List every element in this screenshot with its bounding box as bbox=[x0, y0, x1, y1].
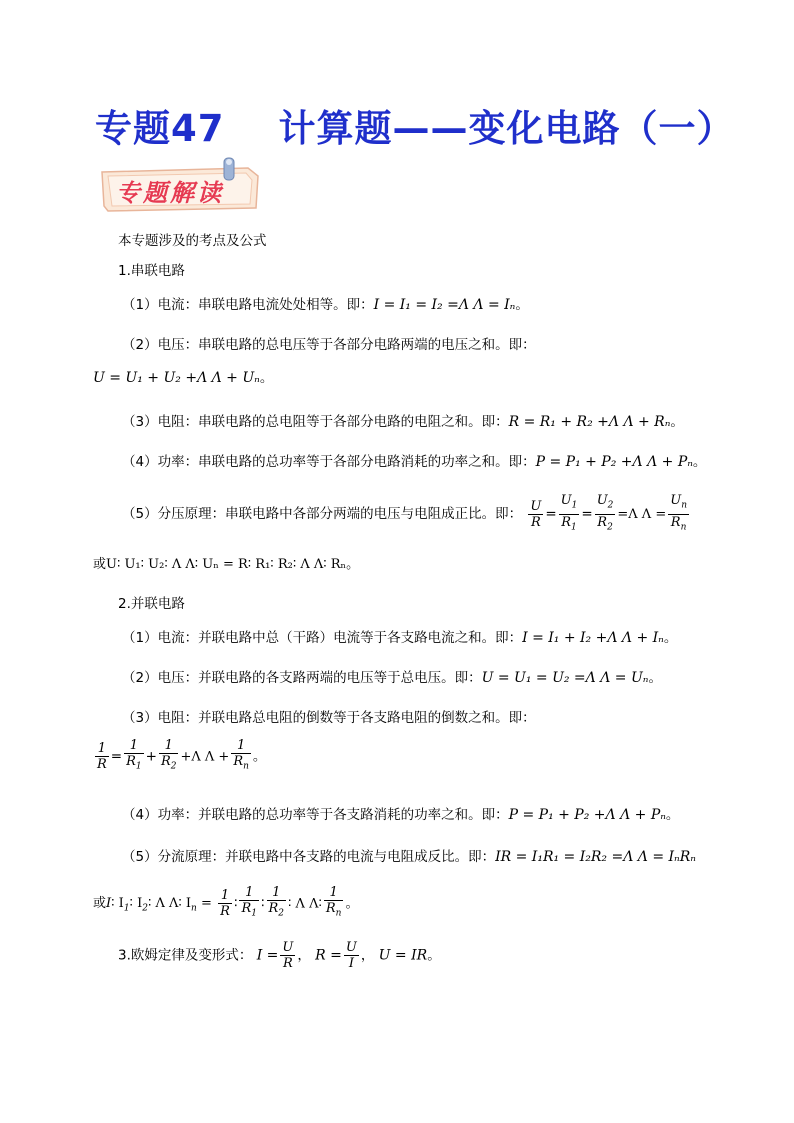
series-resistance: （3）电阻：串联电路的总电阻等于各部分电路的电阻之和。即：R = R₁ + R₂ +Λ Λ + Rₙ。 bbox=[122, 414, 684, 430]
formula: I = I₁ = I₂ =Λ Λ = Iₙ bbox=[373, 297, 516, 313]
series-voltage-formula: U = U₁ + U₂ +Λ Λ + Uₙ。 bbox=[93, 370, 274, 386]
parallel-divide-ratio: 或I∶ $I_1∶$ $I_2∶$ Λ Λ∶ $I_n$ = $\frac{1}{R}$ ∶ $\frac{1}{R_1}$ ∶ $\frac{1}{R_2}$ ∶ Λ Λ∶ $\frac{1}{R_n}$ 。 bbox=[93, 885, 359, 919]
page-title: 专题47 计算题——变化电路（一） bbox=[95, 107, 735, 150]
series-divide: （5）分压原理：串联电路中各部分两端的电压与电阻成正比。即： $\frac{U}{R}$ = $\frac{U_1}{R_1}$ = $\frac{U_2}{R_2}$ =Λ Λ = $\frac{U_n}{R_n}$ bbox=[122, 493, 691, 535]
fraction: $\frac{U_n}{R_n}$ bbox=[670, 493, 687, 533]
banner-label: 专题解读 bbox=[116, 179, 224, 207]
parallel-resistance-formula: $\frac{1}{R}$ = $\frac{1}{R_1}$ + $\frac{1}{R_2}$ +Λ Λ + $\frac{1}{R_n}$ 。 bbox=[97, 738, 267, 772]
fraction: $\frac{U}{R}$ bbox=[530, 498, 542, 530]
parallel-heading: 2.并联电路 bbox=[118, 596, 185, 612]
ohm-law: 3.欧姆定律及变形式： I = $\frac{U}{R}$ ， R = $\frac{U}{I}$ ， U = IR。 bbox=[118, 940, 441, 971]
parallel-current: （1）电流：并联电路中总（干路）电流等于各支路电流之和。即：I = I₁ + I₂ +Λ Λ + Iₙ。 bbox=[122, 630, 678, 646]
parallel-voltage: （2）电压：并联电路的各支路两端的电压等于总电压。即：U = U₁ = U₂ =Λ Λ = Uₙ。 bbox=[122, 670, 662, 686]
parallel-power: （4）功率：并联电路的总功率等于各支路消耗的功率之和。即：P = P₁ + P₂ +Λ Λ + Pₙ。 bbox=[122, 807, 680, 823]
series-divide-ratio: 或U∶ U₁∶ U₂∶ Λ Λ∶ Uₙ = R∶ R₁∶ R₂∶ Λ Λ∶ Rₙ。 bbox=[93, 557, 360, 572]
series-voltage: （2）电压：串联电路的总电压等于各部分电路两端的电压之和。即： bbox=[122, 337, 536, 353]
series-power: （4）功率：串联电路的总功率等于各部分电路消耗的功率之和。即：P = P₁ + P₂ +Λ Λ + Pₙ。 bbox=[122, 454, 707, 470]
intro-text: 本专题涉及的考点及公式 bbox=[118, 233, 267, 249]
parallel-resistance: （3）电阻：并联电路总电阻的倒数等于各支路电阻的倒数之和。即： bbox=[122, 710, 536, 726]
section-banner bbox=[98, 156, 268, 218]
series-heading: 1.串联电路 bbox=[118, 263, 185, 279]
fraction: $\frac{U_2}{R_2}$ bbox=[596, 493, 614, 533]
parallel-divide: （5）分流原理：并联电路中各支路的电流与电阻成反比。即：IR = I₁R₁ = I₂R₂ =Λ Λ = IₙRₙ bbox=[122, 849, 696, 865]
series-current: （1）电流：串联电路电流处处相等。即：I = I₁ = I₂ =Λ Λ = Iₙ。 bbox=[122, 297, 529, 313]
fraction: $\frac{U_1}{R_1}$ bbox=[560, 493, 578, 533]
